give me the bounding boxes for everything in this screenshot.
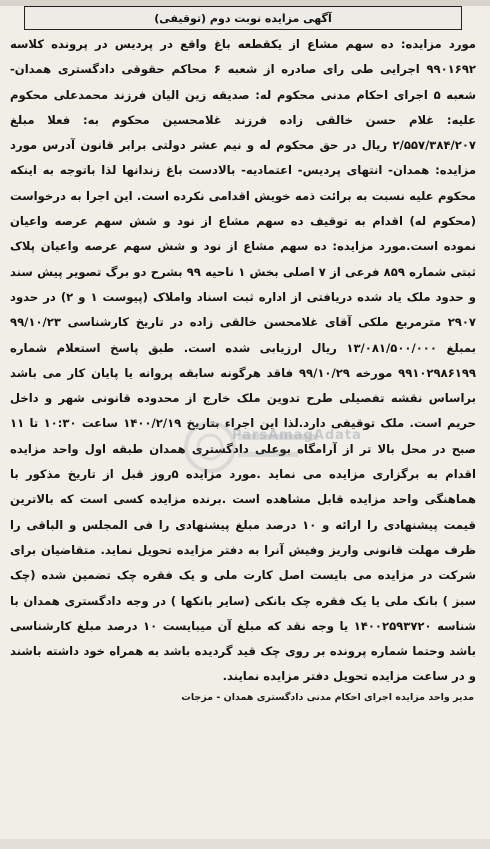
notice-signature: مدیر واحد مزایده اجرای احکام مدنی دادگستری همدان - مزجات: [181, 691, 474, 703]
notice-body: [10, 32, 476, 690]
bottom-edge: [0, 839, 490, 849]
notice-title: آگهی مزایده نوبت دوم (توقیفی): [154, 11, 332, 25]
watermark-text: ParsAmagAdata: [232, 428, 362, 443]
notice-header-box: [24, 6, 462, 30]
notice-body-text: مورد مزایده: ده سهم مشاع از یکقطعه باغ واقع در پردیس در پرونده کلاسه ۹۹۰۱۶۹۲ اجرایی طی رای صادره از شعبه ۶ محاکم حقوقی دادگستری همدان- شعبه ۵ اجرای احکام مدنی محکوم له: صدیقه زین الیان فرزند محمدعلی محکوم علیه: غلام حسن خالقی زاده فرزند غلامحسین محکوم به: فعلا مبلغ ۲/۵۵۷/۳۸۴/۲۰۷ ریال در حق محکوم له و نیم عشر دولتی برابر قانون آدرس مورد مزایده: همدان- انتهای پردیس- اعتمادیه- بالادست باغ زندانها لذا باتوجه به اینکه محکوم علیه نسبت به برائت ذمه خویش اقدامی نکرده است. این اجرا به درخواست (محکوم له) اقدام به توقیف ده سهم مشاع از نود و شش سهم عرصه واعیان نموده است.مورد مزایده: ده سهم مشاع از نود و شش سهم عرصه واعیان پلاک ثبتی شماره ۸۵۹ فرعی از ۷ اصلی بخش ۱ ناحیه ۹۹ بشرح دو برگ تصویر پیش سند و حدود ملک یاد شده دریافتی از اداره ثبت اسناد واملاک (پیوست ۱ و ۲) در حدود ۲۹۰۷ مترمربع ملکی آقای غلامحسن خالقی زاده در تاریخ کارشناسی ۹۹/۱۰/۲۳ بمبلغ ۱۳/۰۸۱/۵۰۰/۰۰۰ ریال ارزیابی شده است. طبق پاسخ استعلام شماره ۹۹۱۰۲۹۸۶۱۹۹ مورخه ۹۹/۱۰/۲۹ فاقد هرگونه سابقه پروانه یا پایان کار می باشد براساس نقشه تفصیلی طرح تدوین ملک خارج از محدوده قانونی شهر و داخل حریم است. ملک توقیفی دارد.لذا این اجراء بتاریخ ۱۴۰۰/۲/۱۹ ساعت ۱۰:۳۰ تا ۱۱ صبح در محل بالا تر از آرامگاه بوعلی دادگستری همدان طبقه اول واحد مزایده اقدام به برگزاری مزایده می نماید .مورد مزایده ۵روز قبل از تاریخ مذکور با هماهنگی واحد مزایده قابل مشاهده است .برنده مزایده کسی است که بالاترین قیمت پیشنهادی را ارائه و ۱۰ درصد مبلغ پیشنهادی را فی المجلس و الباقی را ظرف مهلت قانونی واریز وفیش آنرا به دفتر مزایده تحویل نماید. متقاضیان برای شرکت در مزایده می بایست اصل کارت ملی و یک فقره چک تضمین شده (چک سبز ) بانک ملی یا یک فقره چک بانکی (سایر بانکها ) در وجه دادگستری همدان با شناسه ۱۴۰۰۲۵۹۳۷۲۰ یا وجه نقد که مبلغ آن میبایست ۱۰ درصد مبلغ کارشناسی باشد وحتما شماره پرونده بر روی چک قید گردیده باشد به همراه خود داشته باشند و در ساعت مزایده تحویل دفتر مزایده نمایند.: [10, 37, 477, 684]
